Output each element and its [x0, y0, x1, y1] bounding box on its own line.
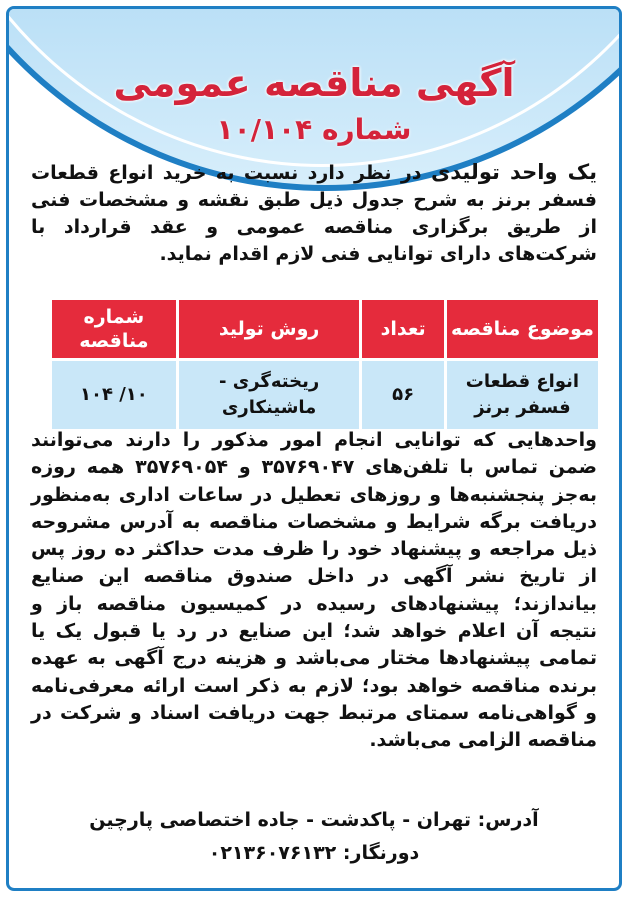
- fax-line: [9, 842, 619, 864]
- fax-label: دورنگار:: [342, 842, 420, 864]
- ad-frame: [6, 6, 622, 891]
- body-paragraph: واحدهایی که توانایی انجام امور مذکور را دارند می‌توانند ضمن تماس با تلفن‌های ۳۵۷۶۹۰۴۷ و ۳۵۷۶۹۰۵۴ همه روزه به‌جز پنجشنبه‌ها و روزهای تعطیل در ساعات اداری به‌منظور دریافت برگه شرایط و مشخصات مناقصه به آدرس مشروحه ذیل مراجعه و پیشنهاد خود را ظرف مدت حداکثر ده روز پس از تاریخ نشر آگهی در داخل صندوق مناقصه این صنایع بیاندازند؛ پیشنهادهای رسیده در کمیسیون مناقصه باز و نتیجه آن اعلام خواهد شد؛ این صنایع در رد یا قبول یک یا تمامی پیشنهادها مختار می‌باشد و هزینه درج آگهی به عهده برنده مناقصه خواهد بود؛ لازم به ذکر است ارائه معرفی‌نامه و گواهی‌نامه سمتای مرتبط جهت دریافت اسناد و شرکت در مناقصه الزامی می‌باشد.: [31, 429, 597, 752]
- intro-bold: یک واحد تولیدی: [430, 160, 597, 184]
- table-cell: انواع قطعات فسفر برنز: [447, 361, 598, 429]
- table-row: [52, 361, 598, 429]
- table-cell: ۵۶: [362, 361, 443, 429]
- address-value: تهران - پاکدشت - جاده اختصاصی پارچین: [89, 809, 472, 831]
- table-cell: ۱۰/ ۱۰۴: [52, 361, 176, 429]
- intro-paragraph: [31, 159, 597, 268]
- intro-text: در نظر دارد نسبت به خرید انواع قطعات فسفر برنز به شرح جدول ذیل طبق نقشه و مشخصات فنی از طریق برگزاری مناقصه عمومی و عقد قرارداد با شرکت‌های دارای توانایی فنی لازم اقدام نماید.: [31, 162, 597, 265]
- tender-table: [49, 297, 601, 432]
- address-label: آدرس:: [477, 809, 539, 831]
- table-header: موضوع مناقصه: [447, 300, 598, 358]
- table-cell: ریخته‌گری - ماشینکاری: [179, 361, 360, 429]
- table-header: تعداد: [362, 300, 443, 358]
- table-header-row: [52, 300, 598, 358]
- fax-value: ۰۲۱۳۶۰۷۶۱۳۲: [208, 842, 337, 864]
- ad-title: آگهی مناقصه عمومی: [113, 61, 515, 105]
- address-line: [9, 809, 619, 831]
- table-header: روش تولید: [179, 300, 360, 358]
- ad-number: شماره ۱۰/۱۰۴: [216, 113, 412, 146]
- table-header: شماره مناقصه: [52, 300, 176, 358]
